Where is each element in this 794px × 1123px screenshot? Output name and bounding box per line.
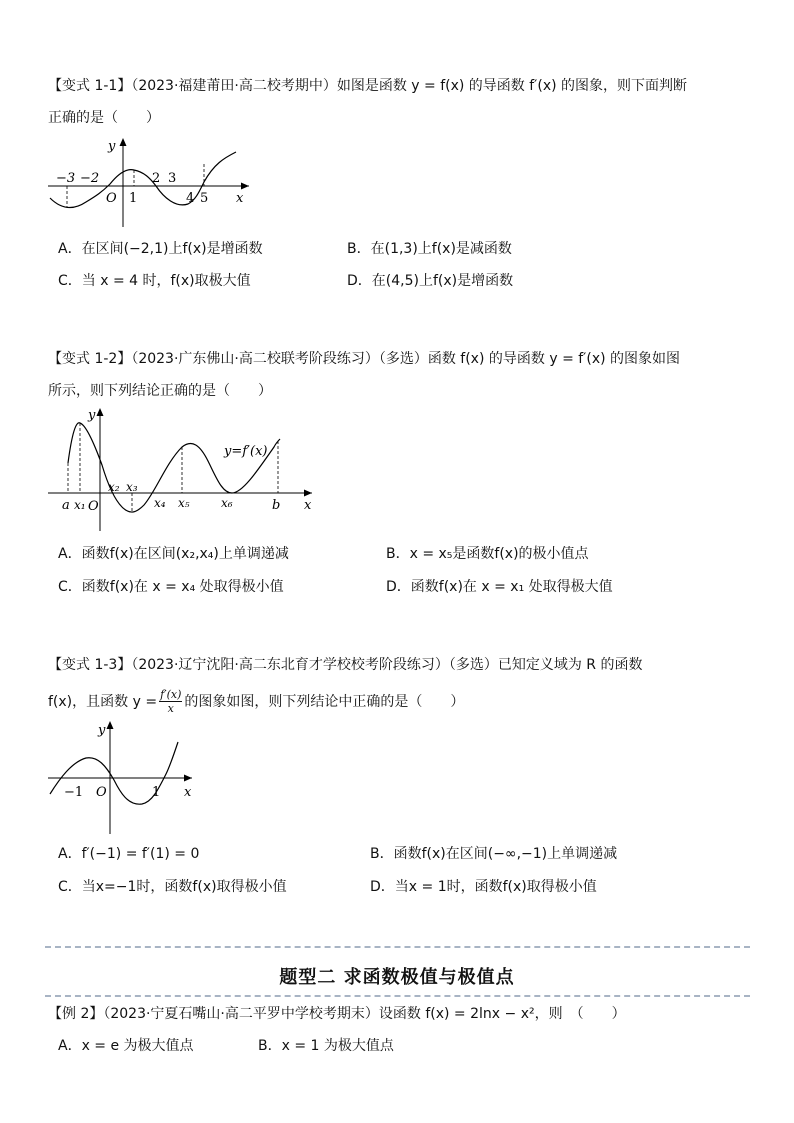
- q13-fraction: [159, 688, 182, 715]
- ex2-option-a: A．x = e 为极大值点: [58, 1038, 194, 1054]
- q11-label-o: O: [106, 191, 117, 206]
- section-heading: 题型二 求函数极值与极值点: [279, 967, 515, 988]
- q13-stem-post: 的图象如图，则下列结论中正确的是（ ）: [184, 693, 465, 710]
- q11-label-m2: −2: [80, 171, 100, 186]
- q12-option-b: B．x = x₅是函数f(x)的极小值点: [386, 546, 589, 562]
- q12-label-x5: x₅: [178, 496, 190, 510]
- q11-option-b: B．在(1,3)上f(x)是减函数: [347, 241, 512, 257]
- q12-label-x3: x₃: [126, 480, 138, 494]
- q11-label-3: 3: [168, 171, 177, 186]
- q12-label-x: x: [304, 498, 312, 513]
- q11-option-d: D．在(4,5)上f(x)是增函数: [347, 273, 514, 289]
- q12-label-curve: y=f′(x): [224, 444, 268, 459]
- section-divider-bottom: [45, 995, 750, 997]
- q11-option-a: A．在区间(−2,1)上f(x)是增函数: [58, 241, 263, 257]
- q13-label-y: y: [98, 723, 106, 738]
- q11-stem-line1: 【变式 1-1】（2023·福建莆田·高二校考期中）如图是函数 y = f(x) 的导函数 f′(x) 的图象，则下面判断: [48, 78, 688, 94]
- q12-stem-line1: 【变式 1-2】（2023·广东佛山·高二校联考阶段练习）（多选）函数 f(x) 的导函数 y = f′(x) 的图象如图: [48, 351, 681, 367]
- q11-option-c: C．当 x = 4 时，f(x)取极大值: [58, 273, 251, 289]
- q12-label-x4: x₄: [154, 496, 166, 510]
- q11-label-5: 5: [200, 191, 209, 206]
- q11-label-x: x: [236, 191, 244, 206]
- q11-label-1: 1: [129, 191, 138, 206]
- q13-fraction-numerator: f′(x): [160, 688, 182, 701]
- q12-label-o: O: [88, 499, 99, 514]
- q11-label-2: 2: [152, 171, 161, 186]
- q12-derivative-graph: [46, 403, 318, 533]
- q11-label-4: 4: [186, 191, 195, 206]
- q12-label-a: a: [62, 498, 70, 513]
- q11-stem-line2: 正确的是（ ）: [48, 110, 160, 126]
- q13-label-x: x: [184, 785, 192, 800]
- q13-option-d: D．当x = 1时，函数f(x)取得极小值: [370, 879, 597, 895]
- q13-label-1: 1: [152, 785, 161, 800]
- q13-option-b: B．函数f(x)在区间(−∞,−1)上单调递减: [370, 846, 618, 862]
- ex2-option-b: B．x = 1 为极大值点: [258, 1038, 394, 1054]
- q12-label-y: y: [88, 408, 96, 423]
- q12-label-x1: x₁: [74, 498, 86, 512]
- q13-option-c: C．当x=−1时，函数f(x)取得极小值: [58, 879, 287, 895]
- q12-option-a: A．函数f(x)在区间(x₂,x₄)上单调递减: [58, 546, 289, 562]
- q13-function-graph: [46, 718, 198, 838]
- q13-label-m1: −1: [64, 785, 84, 800]
- q13-stem-line1: 【变式 1-3】（2023·辽宁沈阳·高二东北育才学校校考阶段练习）（多选）已知定义域为 R 的函数: [48, 657, 643, 673]
- q13-stem-pre: f(x)，且函数 y =: [48, 693, 158, 710]
- section-divider-top: [45, 946, 750, 948]
- q12-label-x2: x₂: [108, 480, 120, 494]
- q11-label-m3: −3: [56, 171, 76, 186]
- q13-label-o: O: [96, 785, 107, 800]
- q12-label-x6: x₆: [221, 496, 233, 510]
- q13-fraction-denominator: x: [167, 702, 174, 715]
- ex2-stem: 【例 2】（2023·宁夏石嘴山·高二平罗中学校考期末）设函数 f(x) = 2lnx − x²，则 （ ）: [48, 1006, 626, 1022]
- q12-label-b: b: [272, 498, 281, 513]
- q12-stem-line2: 所示，则下列结论正确的是（ ）: [48, 383, 272, 399]
- q13-option-a: A．f′(−1) = f′(1) = 0: [58, 846, 200, 862]
- q13-stem-line2: [48, 688, 464, 715]
- q11-label-y: y: [108, 139, 116, 154]
- q12-option-c: C．函数f(x)在 x = x₄ 处取得极小值: [58, 579, 284, 595]
- q11-derivative-graph: [44, 134, 259, 232]
- q12-option-d: D．函数f(x)在 x = x₁ 处取得极大值: [386, 579, 613, 595]
